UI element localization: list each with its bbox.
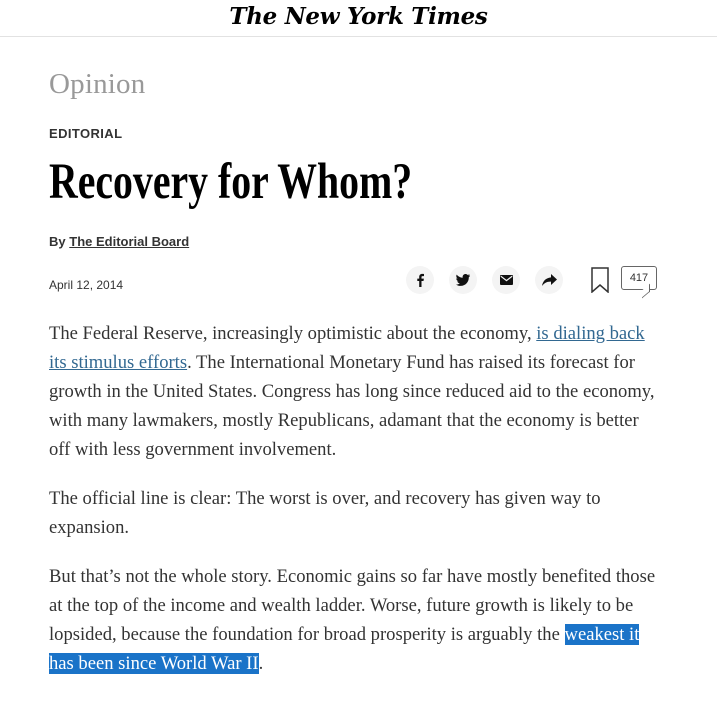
byline-author-link[interactable]: The Editorial Board: [69, 234, 190, 249]
section-label[interactable]: Opinion: [49, 68, 146, 100]
selected-text-highlight[interactable]: weakest it has been since World War II: [49, 624, 640, 674]
paragraph-text: . The International Monetary Fund has raised its forecast for growth in the United States. Congress has long since reduced aid to the economy, with many lawmakers, mostly Republicans, adamant that the economy is better off with less government involvement.: [49, 352, 655, 460]
save-bookmark-button[interactable]: [591, 267, 609, 293]
paragraph-text: The official line is clear: The worst is over, and recovery has given way to expansion.: [49, 488, 601, 538]
twitter-share-button[interactable]: [449, 266, 477, 294]
article-paragraph: [49, 562, 659, 678]
paragraph-text: The Federal Reserve, increasingly optimistic about the economy,: [49, 323, 532, 344]
publish-date: April 12, 2014: [49, 278, 124, 292]
kicker: EDITORIAL: [49, 126, 123, 141]
nyt-logo[interactable]: The New York Times: [229, 2, 488, 30]
twitter-icon: [456, 274, 470, 286]
paragraph-text: .: [258, 653, 264, 674]
byline-prefix: By: [49, 234, 66, 249]
comments-button[interactable]: [621, 266, 657, 290]
article-paragraph: [49, 319, 659, 464]
share-toolbar: [406, 266, 657, 294]
paragraph-text: But that’s not the whole story. Economic gains so far have mostly benefited those at the top of the income and wealth ladder. Worse, future growth is likely to be lopsided, because the foundation for broad prosperity is arguably the: [49, 566, 656, 645]
headline: Recovery for Whom?: [49, 154, 413, 210]
masthead: [0, 0, 717, 37]
share-arrow-icon: [542, 274, 557, 286]
bookmark-icon: [591, 267, 609, 293]
more-share-button[interactable]: [535, 266, 563, 294]
byline: [49, 234, 189, 249]
article-paragraph: [49, 484, 659, 542]
stimulus-link[interactable]: is dialing back its stimulus efforts: [49, 323, 645, 373]
email-share-button[interactable]: [492, 266, 520, 294]
comment-count: 417: [629, 272, 649, 284]
article-body: [49, 319, 659, 698]
facebook-share-button[interactable]: [406, 266, 434, 294]
facebook-icon: [415, 273, 425, 287]
email-icon: [500, 275, 513, 285]
